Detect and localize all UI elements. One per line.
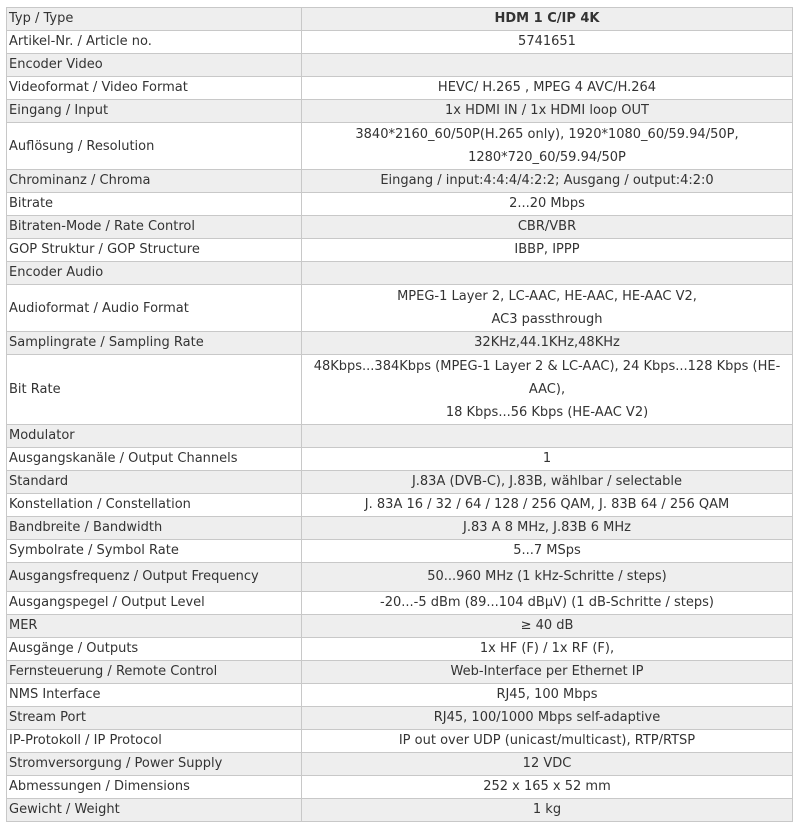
table-row (7, 592, 793, 615)
table-row (7, 661, 793, 684)
spec-value-line: RJ45, 100 Mbps (496, 687, 598, 702)
spec-value-line: J.83A (DVB-C), J.83B, wählbar / selectable (411, 474, 683, 489)
table-row (7, 753, 793, 776)
spec-value-line: 5741651 (518, 34, 576, 49)
spec-label: Gewicht / Weight (7, 799, 302, 822)
table-row (7, 448, 793, 471)
spec-value (302, 216, 793, 239)
spec-value-line: Web-Interface per Ethernet IP (450, 664, 644, 679)
spec-value-line: -20...-5 dBm (89...104 dBµV) (1 dB-Schritte / steps) (380, 595, 714, 610)
spec-value (302, 799, 793, 822)
spec-value-line: Eingang / input:4:4:4/4:2:2; Ausgang / output:4:2:0 (380, 173, 714, 188)
spec-label: Ausgangsfrequenz / Output Frequency (7, 563, 302, 592)
spec-value-line: J. 83A 16 / 32 / 64 / 128 / 256 QAM, J. 83B 64 / 256 QAM (364, 497, 730, 512)
spec-value-line: HEVC/ H.265 , MPEG 4 AVC/H.264 (437, 80, 657, 95)
spec-label: Bitraten-Mode / Rate Control (7, 216, 302, 239)
spec-value-line: J.83 A 8 MHz, J.83B 6 MHz (463, 520, 631, 535)
spec-label: Eingang / Input (7, 100, 302, 123)
table-row (7, 684, 793, 707)
table-row (7, 170, 793, 193)
spec-value (302, 100, 793, 123)
spec-value-line: 1280*720_60/59.94/50P (468, 150, 626, 165)
table-row (7, 193, 793, 216)
section-heading: Encoder Video (7, 54, 302, 77)
spec-value (302, 355, 793, 425)
spec-value-line: RJ45, 100/1000 Mbps self-adaptive (433, 710, 661, 725)
spec-value-line: 2...20 Mbps (509, 196, 585, 211)
table-row (7, 707, 793, 730)
spec-label: Auflösung / Resolution (7, 123, 302, 170)
spec-value (302, 8, 793, 31)
spec-value (302, 494, 793, 517)
spec-value (302, 563, 793, 592)
spec-label: Artikel-Nr. / Article no. (7, 31, 302, 54)
spec-label: Ausgänge / Outputs (7, 638, 302, 661)
table-row (7, 517, 793, 540)
table-row (7, 123, 793, 170)
spec-label: NMS Interface (7, 684, 302, 707)
spec-label: Videoformat / Video Format (7, 77, 302, 100)
spec-label: GOP Struktur / GOP Structure (7, 239, 302, 262)
spec-label: Samplingrate / Sampling Rate (7, 332, 302, 355)
table-row (7, 100, 793, 123)
spec-value-line: IP out over UDP (unicast/multicast), RTP/RTSP (398, 733, 696, 748)
spec-label: Audioformat / Audio Format (7, 285, 302, 332)
spec-label: Bitrate (7, 193, 302, 216)
table-row (7, 471, 793, 494)
spec-value (302, 77, 793, 100)
spec-value-line: MPEG-1 Layer 2, LC-AAC, HE-AAC, HE-AAC V2, (397, 289, 697, 304)
spec-table-body (7, 8, 793, 822)
table-row (7, 776, 793, 799)
spec-value-line: 18 Kbps...56 Kbps (HE-AAC V2) (445, 405, 649, 420)
spec-label: Bandbreite / Bandwidth (7, 517, 302, 540)
section-heading: Modulator (7, 425, 302, 448)
spec-value-line: 1x HF (F) / 1x RF (F), (479, 641, 615, 656)
spec-label: Abmessungen / Dimensions (7, 776, 302, 799)
spec-value-line: IBBP, IPPP (514, 242, 580, 257)
spec-label: Stromversorgung / Power Supply (7, 753, 302, 776)
table-row (7, 563, 793, 592)
table-row (7, 77, 793, 100)
spec-value-line: 50...960 MHz (1 kHz-Schritte / steps) (427, 569, 667, 584)
spec-table (6, 7, 793, 822)
spec-value-line: 3840*2160_60/50P(H.265 only), 1920*1080_60/59.94/50P, (355, 127, 739, 142)
table-row (7, 332, 793, 355)
spec-value (302, 193, 793, 216)
spec-value-line: AC3 passthrough (491, 312, 603, 327)
section-heading-row (7, 54, 793, 77)
table-row (7, 730, 793, 753)
spec-value-line: 1x HDMI IN / 1x HDMI loop OUT (445, 103, 649, 118)
spec-value (302, 638, 793, 661)
spec-label: Konstellation / Constellation (7, 494, 302, 517)
spec-value-line: 12 VDC (522, 756, 572, 771)
spec-label: MER (7, 615, 302, 638)
spec-label: Fernsteuerung / Remote Control (7, 661, 302, 684)
spec-value (302, 540, 793, 563)
table-row (7, 494, 793, 517)
spec-label: Symbolrate / Symbol Rate (7, 540, 302, 563)
section-heading-row (7, 262, 793, 285)
table-row (7, 638, 793, 661)
spec-value (302, 285, 793, 332)
spec-value (302, 615, 793, 638)
spec-value (302, 54, 793, 77)
table-row (7, 216, 793, 239)
spec-value (302, 730, 793, 753)
spec-value-line: 1 kg (532, 802, 562, 817)
spec-value (302, 31, 793, 54)
spec-value (302, 753, 793, 776)
spec-value-line: 5...7 MSps (513, 543, 581, 558)
spec-value (302, 332, 793, 355)
table-row (7, 799, 793, 822)
spec-label: Stream Port (7, 707, 302, 730)
spec-value (302, 592, 793, 615)
spec-value (302, 471, 793, 494)
spec-value (302, 239, 793, 262)
table-row (7, 285, 793, 332)
spec-label: Bit Rate (7, 355, 302, 425)
spec-label: Typ / Type (7, 8, 302, 31)
spec-label: IP-Protokoll / IP Protocol (7, 730, 302, 753)
table-row (7, 8, 793, 31)
spec-label: Ausgangspegel / Output Level (7, 592, 302, 615)
spec-value (302, 684, 793, 707)
spec-value (302, 170, 793, 193)
spec-value-line: 1 (542, 451, 552, 466)
spec-value (302, 517, 793, 540)
spec-value-line: ≥ 40 dB (520, 618, 574, 633)
table-row (7, 355, 793, 425)
spec-value-line: 252 x 165 x 52 mm (483, 779, 611, 794)
spec-value-line: HDM 1 C/IP 4K (494, 11, 600, 26)
spec-value (302, 425, 793, 448)
spec-value (302, 123, 793, 170)
section-heading-row (7, 425, 793, 448)
table-row (7, 615, 793, 638)
spec-label: Chrominanz / Chroma (7, 170, 302, 193)
section-heading: Encoder Audio (7, 262, 302, 285)
table-row (7, 239, 793, 262)
spec-value (302, 776, 793, 799)
spec-value-line: 32KHz,44.1KHz,48KHz (474, 335, 620, 350)
spec-value-line: CBR/VBR (517, 219, 577, 234)
table-row (7, 540, 793, 563)
spec-value (302, 448, 793, 471)
spec-value (302, 661, 793, 684)
spec-value (302, 262, 793, 285)
spec-label: Ausgangskanäle / Output Channels (7, 448, 302, 471)
spec-label: Standard (7, 471, 302, 494)
table-row (7, 31, 793, 54)
spec-value-line: 48Kbps...384Kbps (MPEG-1 Layer 2 & LC-AAC), 24 Kbps...128 Kbps (HE-AAC), (313, 359, 781, 397)
spec-value (302, 707, 793, 730)
